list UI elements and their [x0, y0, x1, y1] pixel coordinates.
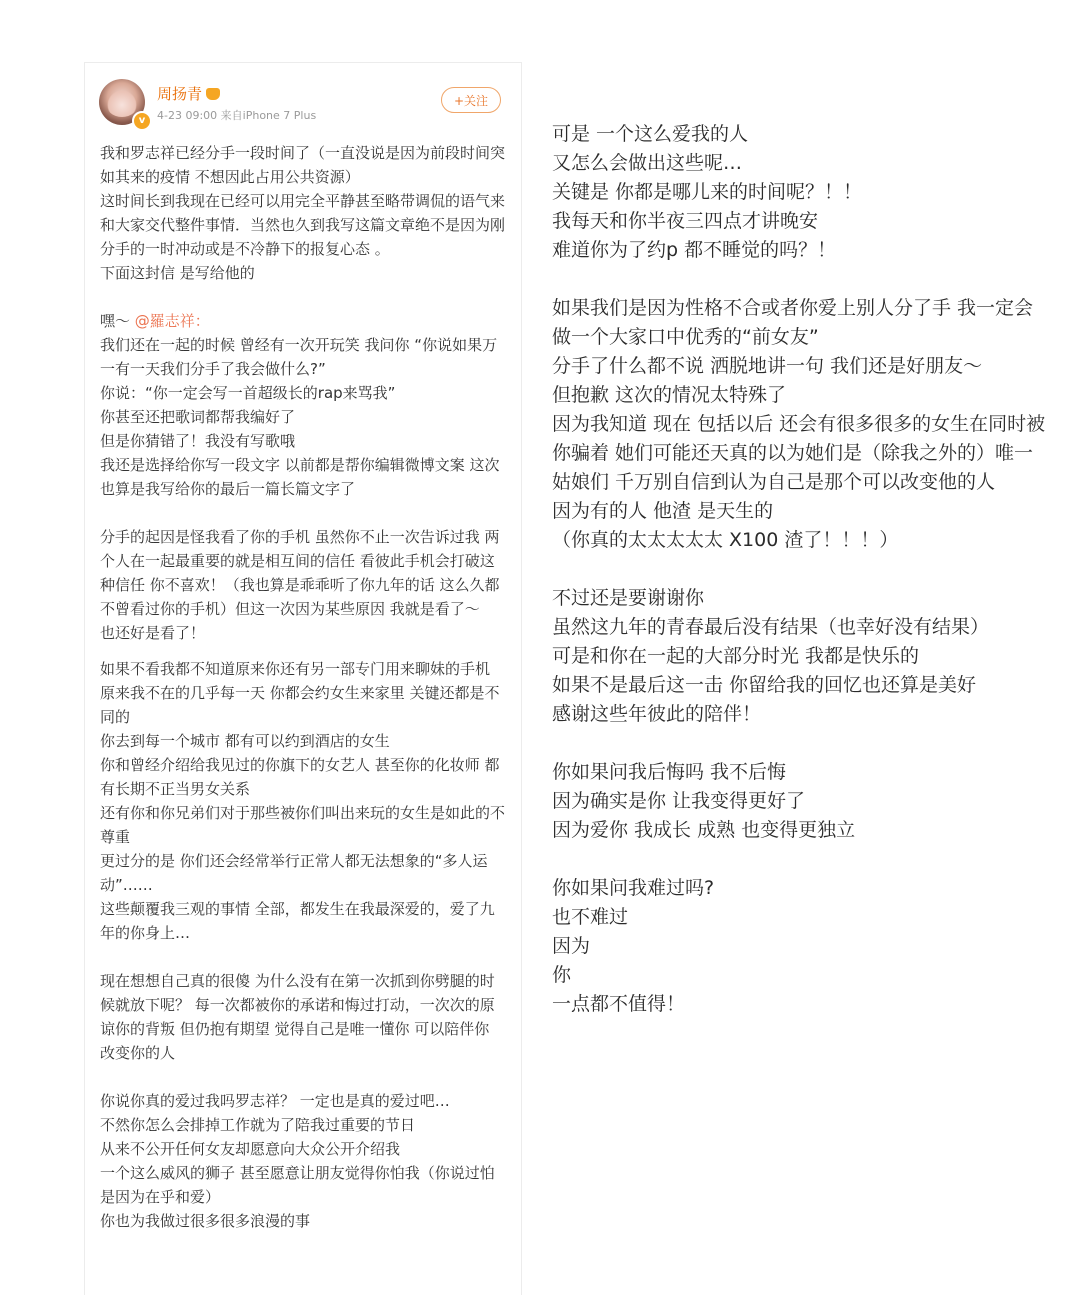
letter-line: 虽然这九年的青春最后没有结果（也幸好没有结果）: [552, 616, 990, 638]
mention-link[interactable]: @羅志祥：: [134, 312, 210, 330]
post-meta: 4-23 09:00 来自iPhone 7 Plus: [157, 109, 317, 122]
vip-crown-icon: [206, 88, 220, 100]
letter-line: 因为爱你 我成长 成熟 也变得更独立: [552, 819, 856, 841]
username[interactable]: 周扬青: [157, 85, 203, 103]
letter-line: 可是和你在一起的大部分时光 我都是快乐的: [552, 645, 920, 667]
letter-line: 分手了什么都不说 洒脱地讲一句 我们还是好朋友～: [552, 355, 983, 377]
post-line: 还有你和你兄弟们对于那些被你们叫出来玩的女生是如此的不尊重: [100, 804, 506, 846]
post-line: 不然你怎么会排掉工作就为了陪我过重要的节日: [100, 1116, 416, 1134]
post-line: 下面这封信 是写给他的: [100, 264, 255, 282]
username-row[interactable]: [157, 83, 220, 104]
post-line: 原来我不在的几乎每一天 你都会约女生来家里 关键还都是不同的: [100, 684, 500, 726]
post-header: [85, 63, 521, 135]
post-line: 如果不看我都不知道原来你还有另一部专门用来聊妹的手机: [100, 660, 491, 678]
letter-line: 因为有的人 他渣 是天生的: [552, 500, 774, 522]
post-line: 也还好是看了！: [100, 624, 206, 642]
letter-line: 你如果问我后悔吗 我不后悔: [552, 761, 787, 783]
follow-button[interactable]: +关注: [441, 87, 501, 113]
post-body: [100, 141, 508, 1233]
post-line: 你去到每一个城市 都有可以约到酒店的女生: [100, 732, 390, 750]
letter-line: 关键是 你都是哪儿来的时间呢？！！: [552, 181, 863, 203]
letter-line: 如果我们是因为性格不合或者你爱上别人分了手 我一定会做一个大家口中优秀的“前女友”: [552, 297, 1034, 348]
letter-line: 因为: [552, 935, 591, 957]
post-line: 这些颠覆我三观的事情 全部，都发生在我最深爱的，爱了九年的你身上…: [100, 900, 495, 942]
verified-badge-icon: v: [132, 111, 152, 131]
letter-line: 又怎么会做出这些呢…: [552, 152, 743, 174]
letter-line: 难道你为了约p 都不睡觉的吗？！: [552, 239, 837, 261]
letter-line: 因为确实是你 让我变得更好了: [552, 790, 806, 812]
post-line: 现在想想自己真的很傻 为什么没有在第一次抓到你劈腿的时候就放下呢？ 每一次都被你的承诺和悔过打动，一次次的原谅你的背叛 但仍抱有期望 觉得自己是唯一懂你 可以陪伴你 改变你的人: [100, 972, 495, 1062]
letter-line: 一点都不值得！: [552, 993, 686, 1015]
post-line: 我还是选择给你写一段文字 以前都是帮你编辑微博文案 这次也算是我写给你的最后一篇长篇文字了: [100, 456, 500, 498]
post-line: 一个这么威风的狮子 甚至愿意让朋友觉得你怕我（你说过怕是因为在乎和爱）: [100, 1164, 495, 1206]
post-line: 你和曾经介绍给我见过的你旗下的女艺人 甚至你的化妆师 都有长期不正当男女关系: [100, 756, 500, 798]
letter-line: 但抱歉 这次的情况太特殊了: [552, 384, 787, 406]
letter-line: 可是 一个这么爱我的人: [552, 123, 749, 145]
letter-line: 我每天和你半夜三四点才讲晚安: [552, 210, 819, 232]
post-line: 你说你真的爱过我吗罗志祥？ 一定也是真的爱过吧…: [100, 1092, 450, 1110]
letter-continuation: [552, 120, 1052, 1019]
letter-line: 不过还是要谢谢你: [552, 587, 705, 609]
letter-line: 感谢这些年彼此的陪伴！: [552, 703, 762, 725]
avatar-face: [105, 87, 139, 117]
weibo-post-screenshot: [84, 62, 522, 1295]
letter-line: 你如果问我难过吗?: [552, 877, 715, 899]
post-line: 这时间长到我现在已经可以用完全平静甚至略带调侃的语气来和大家交代整件事情．当然也久到我写这篇文章绝不是因为刚分手的一时冲动或是不冷静下的报复心态 。: [100, 192, 506, 258]
letter-line: （你真的太太太太太 X100 渣了！！！）: [552, 529, 899, 551]
letter-line: 也不难过: [552, 906, 629, 928]
avatar[interactable]: [99, 79, 145, 125]
post-line: 你说：“你一定会写一首超级长的rap来骂我”: [100, 384, 396, 402]
post-line: 分手的起因是怪我看了你的手机 虽然你不止一次告诉过我 两个人在一起最重要的就是相互间的信任 看彼此手机会打破这种信任 你不喜欢！（我也算是乖乖听了你九年的话 这么久都不曾看过你的手机）但这一次因为某些原因 我就是看了～: [100, 528, 500, 618]
post-line: 你也为我做过很多很多浪漫的事: [100, 1212, 311, 1230]
post-line: 我们还在一起的时候 曾经有一次开玩笑 我问你 “你说如果万一有一天我们分手了我会做什么?”: [100, 336, 498, 378]
mention-line: 嘿～ @羅志祥：: [100, 312, 210, 330]
letter-line: 如果不是最后这一击 你留给我的回忆也还算是美好: [552, 674, 977, 696]
post-line: 更过分的是 你们还会经常举行正常人都无法想象的“多人运动”……: [100, 852, 488, 894]
letter-line: 因为我知道 现在 包括以后 还会有很多很多的女生在同时被你骗着 她们可能还天真的以为她们是（除我之外的）唯一: [552, 413, 1046, 464]
post-line: 你甚至还把歌词都帮我编好了: [100, 408, 296, 426]
post-line: 但是你猜错了！我没有写歌哦: [100, 432, 296, 450]
post-line: 我和罗志祥已经分手一段时间了（一直没说是因为前段时间突如其来的疫情 不想因此占用公共资源）: [100, 144, 506, 186]
post-line: 从来不公开任何女友却愿意向大众公开介绍我: [100, 1140, 401, 1158]
letter-line: 你: [552, 964, 572, 986]
letter-line: 姑娘们 千万别自信到认为自己是那个可以改变他的人: [552, 471, 996, 493]
